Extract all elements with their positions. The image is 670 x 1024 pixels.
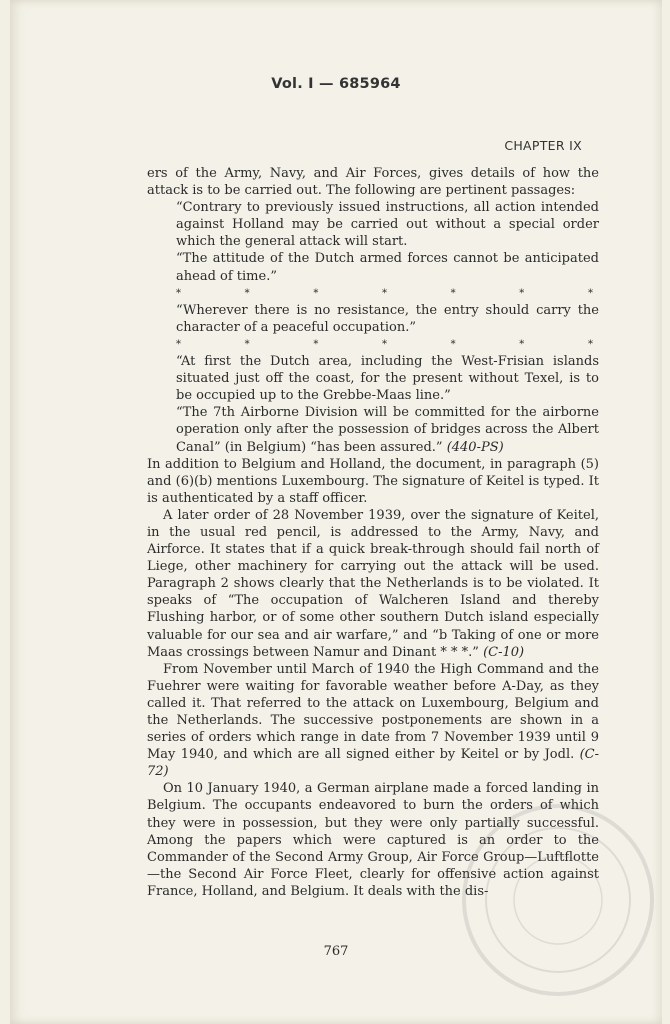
library-seal-watermark xyxy=(458,800,658,1000)
chapter-heading: CHAPTER IX xyxy=(504,138,582,153)
separator-star: * xyxy=(450,287,456,299)
quote-paragraph xyxy=(176,404,599,455)
separator-star: * xyxy=(244,338,250,350)
paragraph-text: From November until March of 1940 the High Command and the Fuehrer were waiting for favorable weather before A-Day, as they called it. That referred to the attack on Luxembourg, Belgium and the Netherlands. The successive postponements are shown in a series of orders which range in date from 7 November 1939 until 9 May 1940, and which are all signed either by Keitel or by Jodl. xyxy=(147,661,599,763)
separator-star: * xyxy=(313,338,319,350)
separator-star: * xyxy=(519,287,525,299)
running-header: Vol. I — 685964 xyxy=(271,76,401,92)
paragraph-continuation: ers of the Army, Navy, and Air Forces, gives details of how the attack is to be carried out. The following are pertinent passages: xyxy=(147,166,599,199)
separator-star: * xyxy=(313,287,319,299)
ellipsis-separator xyxy=(176,336,599,353)
page-number: 767 xyxy=(323,944,349,959)
quote-paragraph: “At first the Dutch area, including the West-Frisian islands situated just off the coast, for the present without Texel, is to be occupied up to the Grebbe-Maas line.” xyxy=(176,354,599,404)
quote-paragraph: “Wherever there is no resistance, the entry should carry the character of a peaceful occupation.” xyxy=(176,302,599,335)
quote-paragraph: “The attitude of the Dutch armed forces cannot be anticipated ahead of time.” xyxy=(176,251,599,284)
paragraph xyxy=(147,507,599,661)
separator-star: * xyxy=(176,287,181,299)
separator-star: * xyxy=(450,338,456,350)
paragraph: On 10 January 1940, a German airplane made a forced landing in Belgium. The occupants endeavored to burn the orders of which they were in possession, but they were only partially successful. Among the papers which were captured is an order to the Commander of the Second Army Group, Air Force Group—Luftflotte—the Second Air Force Fleet, clearly for offensive action against France, Holland, and Belgium. It deals with the dis- xyxy=(147,781,599,899)
quote-text: “The 7th Airborne Division will be committed for the airborne operation only after the possession of bridges across the Albert Canal” (in Belgium) “has been assured.” xyxy=(176,405,599,455)
paragraph-text: A later order of 28 November 1939, over the signature of Keitel, in the usual red pencil, is addressed to the Army, Navy, and Airforce. It states that if a quick break-through should fail north of Liege, other machinery for carrying out the attack will be used. Paragraph 2 shows clearly that the Netherlands is to be violated. It speaks of “The occupation of Walcheren Island and thereby Flushing harbor, or of some other southern Dutch island especially valuable for our sea and air warfare,” and “b Taking of one or more Maas crossings between Namur and Dinant * * *.” xyxy=(147,507,599,660)
separator-star: * xyxy=(176,338,181,350)
separator-star: * xyxy=(587,338,593,350)
separator-star: * xyxy=(244,287,250,299)
paragraph xyxy=(147,661,599,781)
separator-star: * xyxy=(381,287,387,299)
document-page xyxy=(10,0,662,1024)
document-citation: (C-72) xyxy=(147,747,599,780)
ellipsis-separator xyxy=(176,285,599,302)
body-text xyxy=(147,165,599,900)
paragraph: In addition to Belgium and Holland, the document, in paragraph (5) and (6)(b) mentions Luxembourg. The signature of Keitel is typed. It is authenticated by a staff officer. xyxy=(147,456,599,506)
document-citation: (440-PS) xyxy=(446,439,504,455)
document-citation: (C-10) xyxy=(483,644,525,660)
separator-star: * xyxy=(587,287,593,299)
separator-star: * xyxy=(381,338,387,350)
quote-paragraph: “Contrary to previously issued instructions, all action intended against Holland may be carried out without a special order which the general attack will start. xyxy=(176,200,599,250)
separator-star: * xyxy=(519,338,525,350)
